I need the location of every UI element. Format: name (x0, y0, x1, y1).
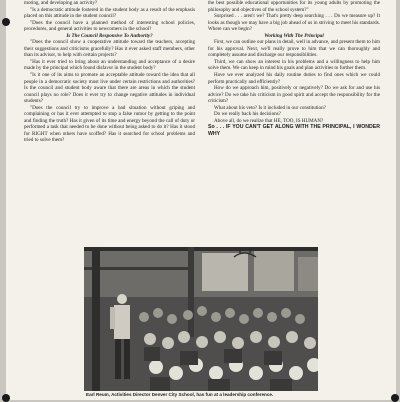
binder-hole (391, 394, 399, 402)
paragraph: "Has it ever tried to bring about an understanding and acceptance of a desire made by the principal which found disfavor in the student body? (24, 58, 195, 72)
document-page (6, 0, 396, 400)
paragraph: "Does the council have a planned method of interesting school policies, procedures, and general activities to newcomers in the school? (24, 19, 195, 33)
paragraph: Surprised . . . aren't we? That's pretty deep searching . . . Do we measure up? It looks as though we may have a big job ahead of us in striving to meet his standards. Where can we begin? (208, 13, 380, 33)
paragraph: First, we can outline our plans in detail, well in advance, and present them to him for his approval. Next, we'll really prove to him that we can thoroughly and completely assume and discharge our responsibilities. (208, 39, 380, 59)
right-column (208, 0, 380, 137)
paragraph: Above all, do we realize that HE, TOO, IS HUMAN? (214, 117, 324, 124)
left-column (24, 0, 195, 144)
paragraph: "Does the council show a cooperative attitude toward the teachers, accepting their suggestions and criticisms gracefully? Has it ever asked staff members, other than its advisor, to help with certain projects? (24, 39, 195, 59)
photo-caption: Earl Reum, Activities Director Denver City School, has fun at a leadership conference. (86, 392, 274, 397)
paragraph: Do we really back his decisions? (214, 111, 281, 118)
binder-hole (2, 394, 10, 402)
paragraph: What about his veto? Is it included in our constitution? (214, 104, 326, 111)
conference-photo (84, 247, 318, 391)
section-heading: Working With The Principal (264, 32, 324, 39)
closing-statement: So . . . IF YOU CAN'T GET ALONG WITH THE PRINCIPAL, I WONDER WHY (208, 124, 380, 137)
paragraph: How do we approach him, positively or negatively? Do we ask for and use his advice? Do we take his criticism in good spirit and accept the responsibility for the criticism? (208, 85, 380, 105)
section-heading: Is The Council Responsive To Authority? (66, 32, 153, 39)
paragraph: "Does the council try to improve a bad situation without griping and complaining or has it ever attempted to stop a false rumor by getting to the point and finding the truth? Has it given of its time and energy beyond the call of duty or performed a task that needed to be done without being asked to do it? Has it stood for RIGHT when others have scoffed? Has it searched for school problems and tried to solve them? (24, 104, 195, 144)
paragraph: "Is a democratic attitude fostered in the student body as a result of the emphasis placed on this attitude in the student council? (24, 6, 195, 20)
paragraph: moting, and developing an activity? (24, 0, 98, 6)
binder-hole (2, 18, 10, 26)
paragraph: the best possible educational opportunities for its young adults by promoting the philosophy and objectives of the school system?" (208, 0, 380, 13)
paragraph: Third, we can show an interest in his problems and a willingness to help him solve them. We can keep in mind his goals and plan activities to further them. (208, 58, 380, 72)
paragraph: "Is it one of its aims to promote an acceptable attitude toward the idea that all people in a democratic society must live under certain restrictions and authorities? Is the council and student body aware that there are areas in which the student council plays no role? Does it ever try to change negative attitudes in individual students? (24, 72, 195, 105)
paragraph: Have we ever analyzed his daily routine duties to find ones which we could perform practically and efficiently? (208, 72, 380, 85)
